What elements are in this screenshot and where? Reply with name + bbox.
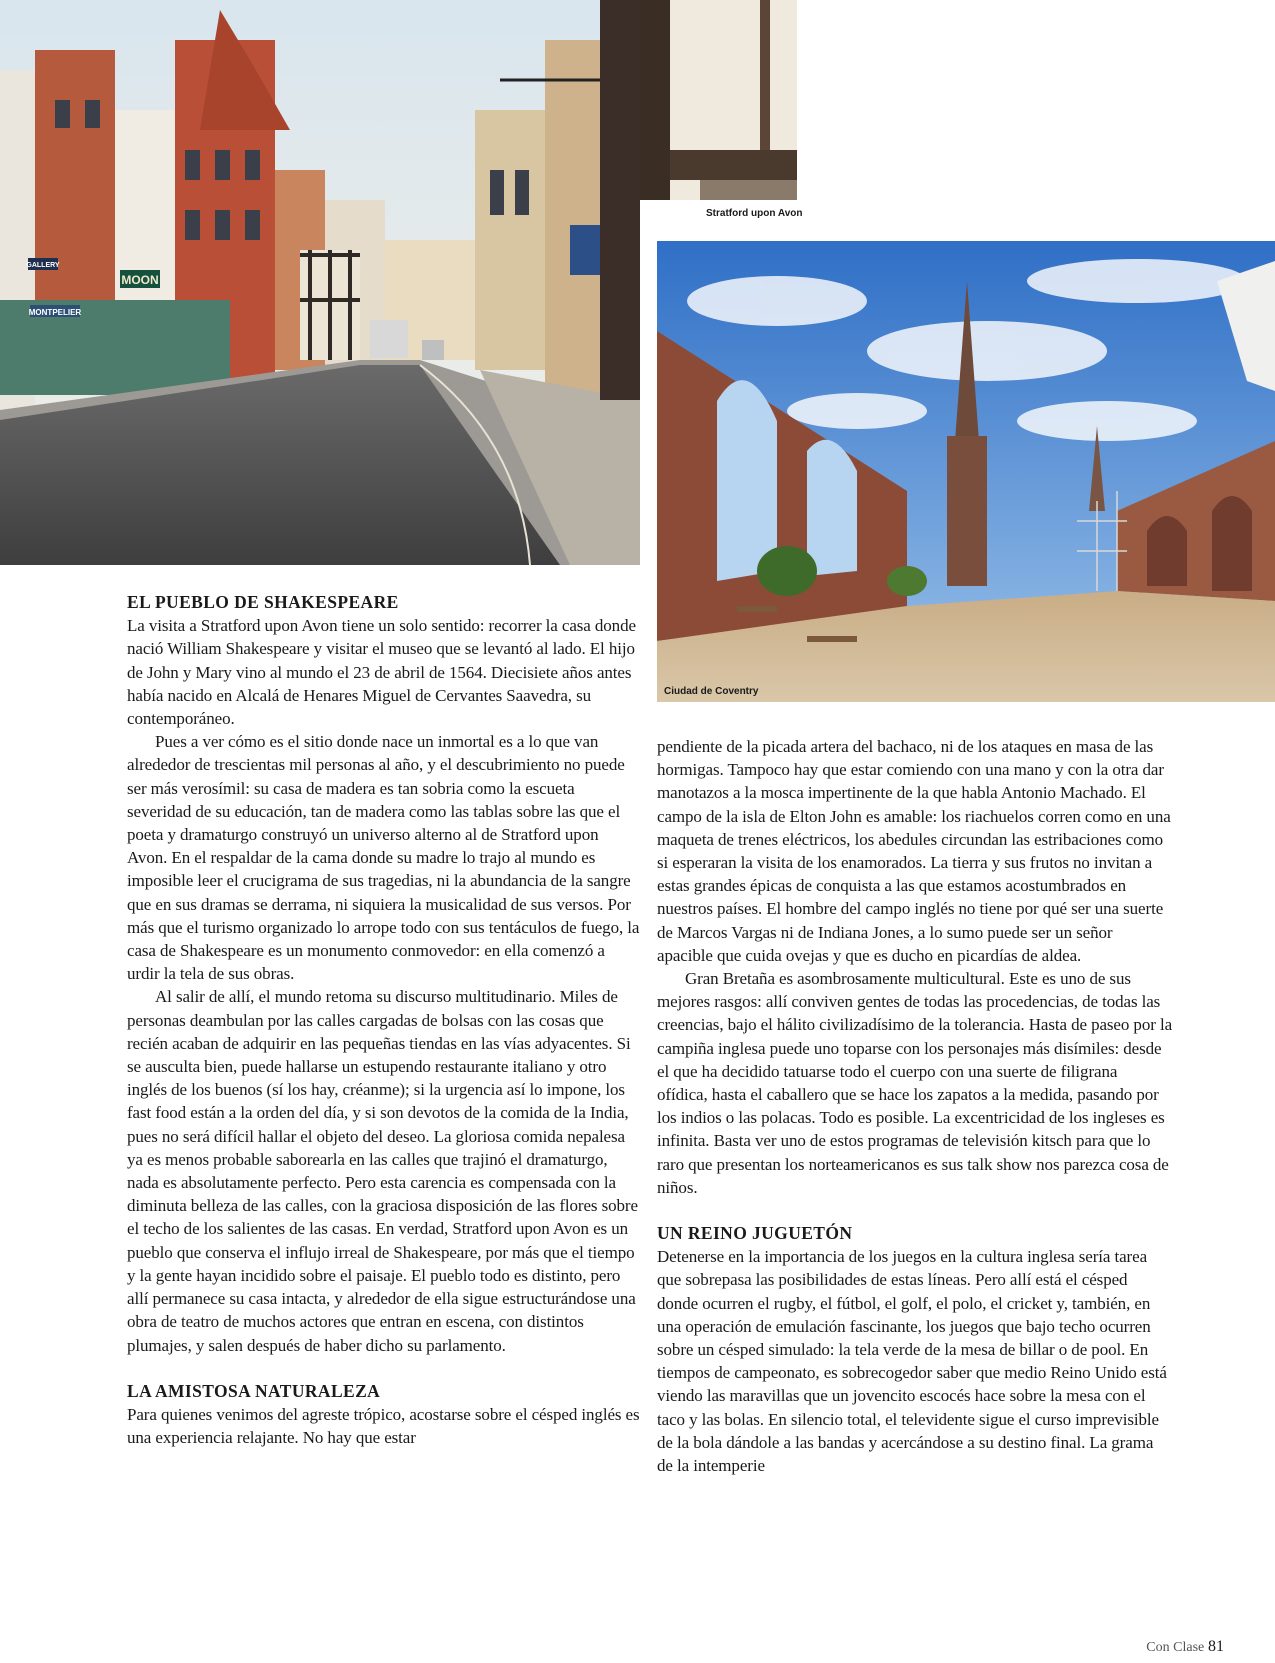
article-column-right <box>657 735 1172 1477</box>
photo-caption-coventry: Ciudad de Coventry <box>664 686 759 697</box>
article-paragraph: Gran Bretaña es asombrosamente multicultural. Este es uno de sus mejores rasgos: allí conviven gentes de todas las procedencias, de todas las creencias, bajo el hálito civilizadísimo de la tolerancia. Hasta de paseo por la campiña inglesa puede uno toparse con los personajes más disímiles: desde el que ha decidido tatuarse todo el cuerpo con una suerte de filigrana ofídica, hasta el caballero que se hace los zapatos a la medida, pasando por los indios o las polacas. Todo es posible. La excentricidad de los ingleses es infinita. Basta ver uno de estos programas de televisión kitsch para que lo raro que presentan los norteamericanos es sus talk show nos parezca cosa de niños. <box>657 969 1173 1197</box>
article-paragraph: Pues a ver cómo es el sitio donde nace un inmortal es a lo que van alrededor de trescientas mil personas al año, y el descubrimiento no puede ser más verosímil: su casa de madera es tan sobria como la escueta severidad de su educación, tan de madera como las tablas sobre las que el poeta y dramaturgo construyó un universo alterno al de Stratford upon Avon. En el respaldar de la cama donde su madre lo trajo al mundo es imposible leer el crucigrama de sus tragedias, ni la abundancia de la sangre que en sus dramas se derrama, ni siquiera la musicalidad de sus versos. Por más que el turismo organizado lo arrope todo con sus tentáculos de fuego, la casa de Shakespeare es un monumento conmovedor: en ella comenzó a urdir la tela de sus obras. <box>127 732 640 984</box>
magazine-name: Con Clase <box>1146 1640 1205 1655</box>
section-heading: EL PUEBLO DE SHAKESPEARE <box>127 592 399 612</box>
article-column-left <box>127 591 640 1449</box>
article-paragraph: La visita a Stratford upon Avon tiene un solo sentido: recorrer la casa donde nació William Shakespeare y visitar el museo que se levantó al lado. El hijo de John y Mary vino al mundo el 23 de abril de 1564. Diecisiete años antes había nacido en Alcalá de Henares Miguel de Cervantes Saavedra, su contemporáneo. <box>127 616 636 729</box>
photo-caption-stratford: Stratford upon Avon <box>706 208 803 219</box>
photo-coventry-cathedral <box>657 241 1275 702</box>
section-heading: LA AMISTOSA NATURALEZA <box>127 1380 381 1401</box>
page-footer <box>1146 1638 1224 1656</box>
shop-sign-moon: MOON <box>121 273 159 287</box>
article-paragraph: pendiente de la picada artera del bachaco, ni de los ataques en masa de las hormigas. Tampoco hay que estar comiendo con una mano y con la otra dar manotazos a la mosca impertinente de la que habla Antonio Machado. El campo de la isla de Elton John es amable: los riachuelos corren como en una maqueta de trenes eléctricos, los abedules circundan las estribaciones como si esperaran la visita de los enamorados. La tierra y sus frutos no invitan a estas grandes épicas de conquista a las que estamos acostumbrados en nuestros países. El hombre del campo inglés no tiene por qué ser una suerte de Marcos Vargas ni de Indiana Jones, a lo sumo puede ser un señor apacible que cuida ovejas y que es ducho en picardías de aldea. <box>657 737 1171 965</box>
photo-timber-detail <box>640 0 797 200</box>
article-paragraph: Detenerse en la importancia de los juegos en la cultura inglesa sería tarea que sobrepasa las posibilidades de estas líneas. Pero allí está el césped donde ocurren el rugby, el fútbol, el golf, el polo, el cricket y, también, en una operación de emulación fascinante, los juegos que bajo techo ocurren sobre un césped simulado: la tela verde de la mesa de billar o de pool. En tiempos de campeonato, es sobrecogedor saber que medio Reino Unido está viendo las maravillas que un jovencito escocés hace sobre la mesa con el taco y las bolas. En silencio total, el televidente sigue el curso imprevisible de la bola dándole a las bandas y acercándose a su destino final. La grama de la intemperie <box>657 1247 1167 1476</box>
shop-sign-gallery: GALLERY <box>26 262 60 269</box>
page-number: 81 <box>1208 1638 1224 1655</box>
section-heading: UN REINO JUGUETÓN <box>657 1223 853 1244</box>
article-paragraph: Al salir de allí, el mundo retoma su discurso multitudinario. Miles de personas deambulan por las calles cargadas de bolsas con las cosas que recién acaban de adquirir en las pequeñas tiendas en las vías adyacentes. Si se ausculta bien, puede hallarse un estupendo restaurante italiano y otro inglés de los buenos (sí los hay, créanme); si la urgencia así lo impone, los fast food están a la orden del día, y si son devotos de la comida de la India, pues no será difícil hallar el objeto del deseo. La gloriosa comida nepalesa ya es menos probable saborearla en las calles que trajinó el dramaturgo, nada es absolutamente perfecto. Pero esta carencia es compensada con la diminuta belleza de las calles, con la graciosa disposición de las flores sobre el techo de los salientes de las casas. En verdad, Stratford upon Avon es un pueblo que conserva el influjo irreal de Shakespeare, por más que el tiempo y la gente hayan incidido sobre el paisaje. El pueblo todo es distinto, pero allí permanece su casa intacta, y alrededor de ella sigue estructurándose una obra de teatro de muchos actores que entran en escena, con distintos plumajes, y salen después de haber dicho su parlamento. <box>127 987 638 1355</box>
photo-stratford-street <box>0 0 640 565</box>
article-paragraph: Para quienes venimos del agreste trópico, acostarse sobre el césped inglés es una experiencia relajante. No hay que estar <box>127 1404 640 1448</box>
shop-sign-montpelier: MONTPELIER <box>28 308 82 317</box>
